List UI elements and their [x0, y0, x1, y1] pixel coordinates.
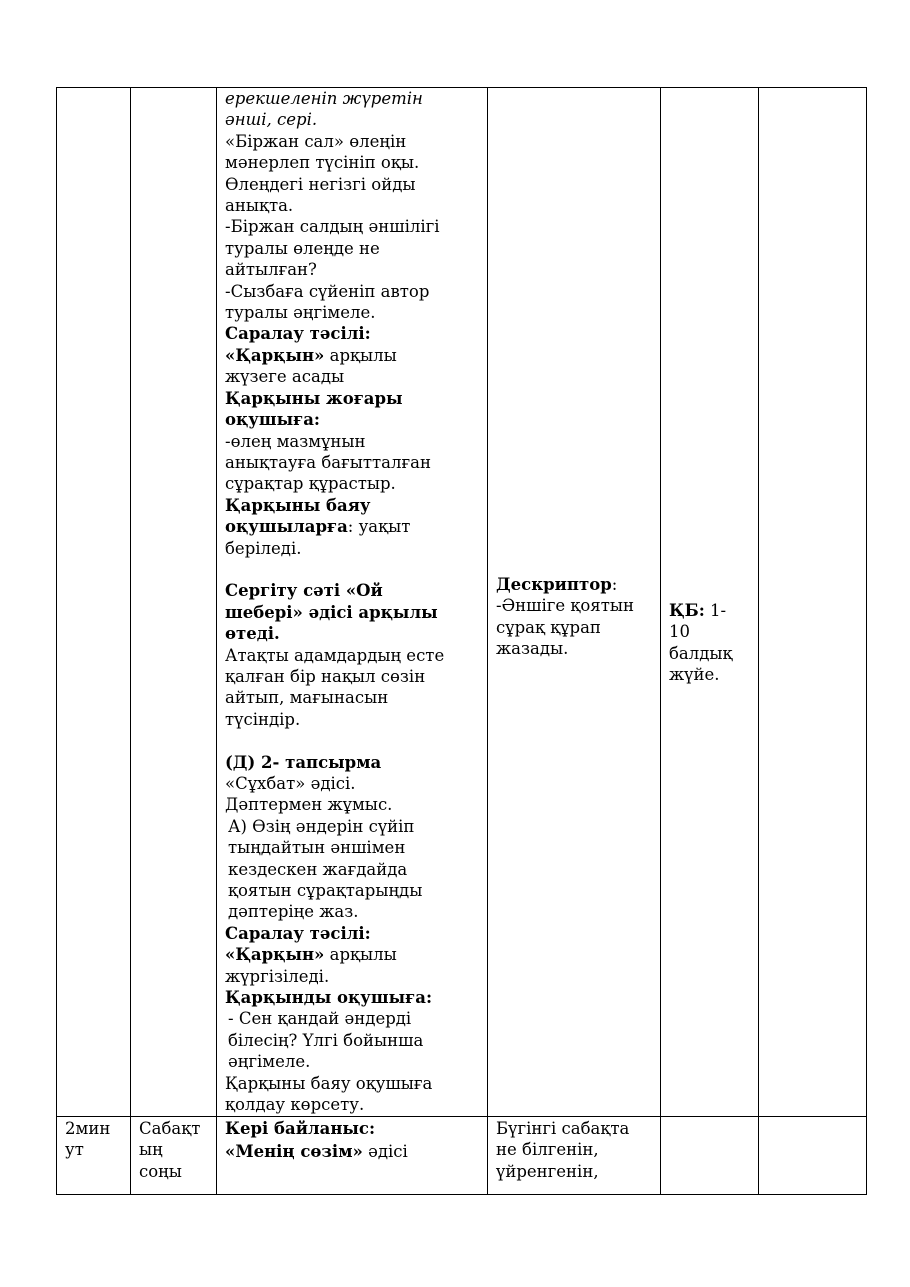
activity-line: «Сұхбат» әдісі. — [225, 773, 356, 793]
activity-line: кездескен жағдайда — [228, 859, 408, 879]
activity-line: Саралау тәсілі: — [225, 324, 371, 344]
assessment-cell — [661, 1117, 759, 1195]
stage-cell — [131, 88, 217, 1117]
activity-line: оқушыға: — [225, 410, 321, 430]
activity-line: «Қарқын» арқылы — [225, 345, 397, 365]
activity-line: Қарқыны баяу — [225, 495, 371, 515]
feedback-title: Кері байланыс: — [225, 1119, 376, 1138]
activity-line: Қарқыны баяу оқушыға — [225, 1073, 433, 1093]
activity-cell: Кері байланыс: «Менің сөзім» әдісі — [217, 1117, 488, 1195]
activity-line: А) Өзің әндерін сүйіп — [228, 816, 415, 836]
activity-line: «Қарқын» арқылы — [225, 945, 397, 965]
activity-line: дәптеріңе жаз. — [228, 902, 359, 922]
activity-line: әңгімеле. — [228, 1052, 311, 1072]
activity-line: Өлеңдегі негізгі ойды — [225, 174, 416, 194]
activity-line: Қарқыны жоғары — [225, 388, 403, 408]
activity-line: (Д) 2- тапсырма — [225, 752, 382, 772]
activity-cell — [217, 88, 488, 1117]
lesson-plan-table — [56, 87, 867, 1195]
descriptor-line: жазады. — [496, 639, 569, 659]
activity-line: оқушыларға: уақыт — [225, 517, 411, 537]
resources-cell — [759, 88, 867, 1117]
activity-line: айтып, мағынасын — [225, 688, 389, 708]
activity-line: анықта. — [225, 196, 294, 216]
assessment-line: жүйе. — [669, 665, 720, 685]
activity-line: анықтауға бағытталған — [225, 452, 431, 472]
table-row — [57, 1117, 867, 1195]
activity-line: Саралау тәсілі: — [225, 923, 371, 943]
activity-line: жүргізіледі. — [225, 966, 330, 986]
activity-line: қолдау көрсету. — [225, 1095, 365, 1115]
activity-line: туралы әңгімеле. — [225, 303, 376, 323]
activity-line: -Сызбаға сүйеніп автор — [225, 281, 430, 301]
descriptor-line: сұрақ құрап — [496, 617, 601, 637]
activity-line: қоятын сұрақтарыңды — [228, 881, 423, 900]
activity-line: жүзеге асады — [225, 367, 345, 387]
assessment-line: балдық — [669, 643, 733, 663]
activity-line: шебері» әдісі арқылы — [225, 602, 438, 622]
method-name: «Менің сөзім» — [225, 1142, 363, 1162]
assessment-cell: ҚБ: 1- 10 балдық жүйе. — [661, 88, 759, 1117]
activity-line: Дәптермен жұмыс. — [225, 795, 393, 815]
activity-line: айтылған? — [225, 260, 317, 280]
blank-line — [225, 730, 479, 751]
activity-line: білесің? Үлгі бойынша — [228, 1030, 424, 1050]
activity-line: Қарқынды оқушыға: — [225, 988, 433, 1008]
time-cell — [57, 88, 131, 1117]
activity-line: әнші, сері. — [225, 110, 318, 130]
assessment-line: 10 — [669, 622, 690, 642]
activity-line: түсіндір. — [225, 709, 301, 729]
activity-line: сұрақтар құрастыр. — [225, 474, 396, 494]
activity-line: беріледі. — [225, 538, 302, 558]
activity-line: -Біржан салдың әншілігі — [225, 217, 440, 237]
kb-label: ҚБ: — [669, 601, 705, 620]
activity-line: - Сен қандай әндерді — [228, 1009, 412, 1029]
descriptor-title: Дескриптор — [496, 575, 612, 594]
stage-cell: Сабақт ың соңы — [131, 1117, 217, 1195]
time-cell: 2мин ут — [57, 1117, 131, 1195]
resources-cell — [759, 1117, 867, 1195]
activity-line: -өлең мазмұнын — [225, 431, 366, 451]
descriptor-cell: Дескриптор: -Әншіге қоятын сұрақ құрап жазады. — [488, 88, 661, 1117]
blank-line — [225, 559, 479, 580]
activity-line: мәнерлеп түсініп оқы. — [225, 153, 420, 173]
activity-line: ерекшеленіп жүретін — [225, 89, 423, 108]
activity-line: өтеді. — [225, 624, 280, 644]
activity-line: Сергіту сәті «Ой — [225, 581, 383, 601]
descriptor-line: -Әншіге қоятын — [496, 596, 634, 616]
activity-line: Атақты адамдардың есте — [225, 645, 445, 665]
activity-line: туралы өлеңде не — [225, 238, 380, 258]
activity-line: «Біржан сал» өлеңін — [225, 131, 407, 151]
activity-line: тыңдайтын әншімен — [228, 838, 406, 858]
activity-line: қалған бір нақыл сөзін — [225, 666, 426, 686]
descriptor-cell: Бүгінгі сабақта не білгенін, үйренгенін, — [488, 1117, 661, 1195]
table-row — [57, 88, 867, 1117]
